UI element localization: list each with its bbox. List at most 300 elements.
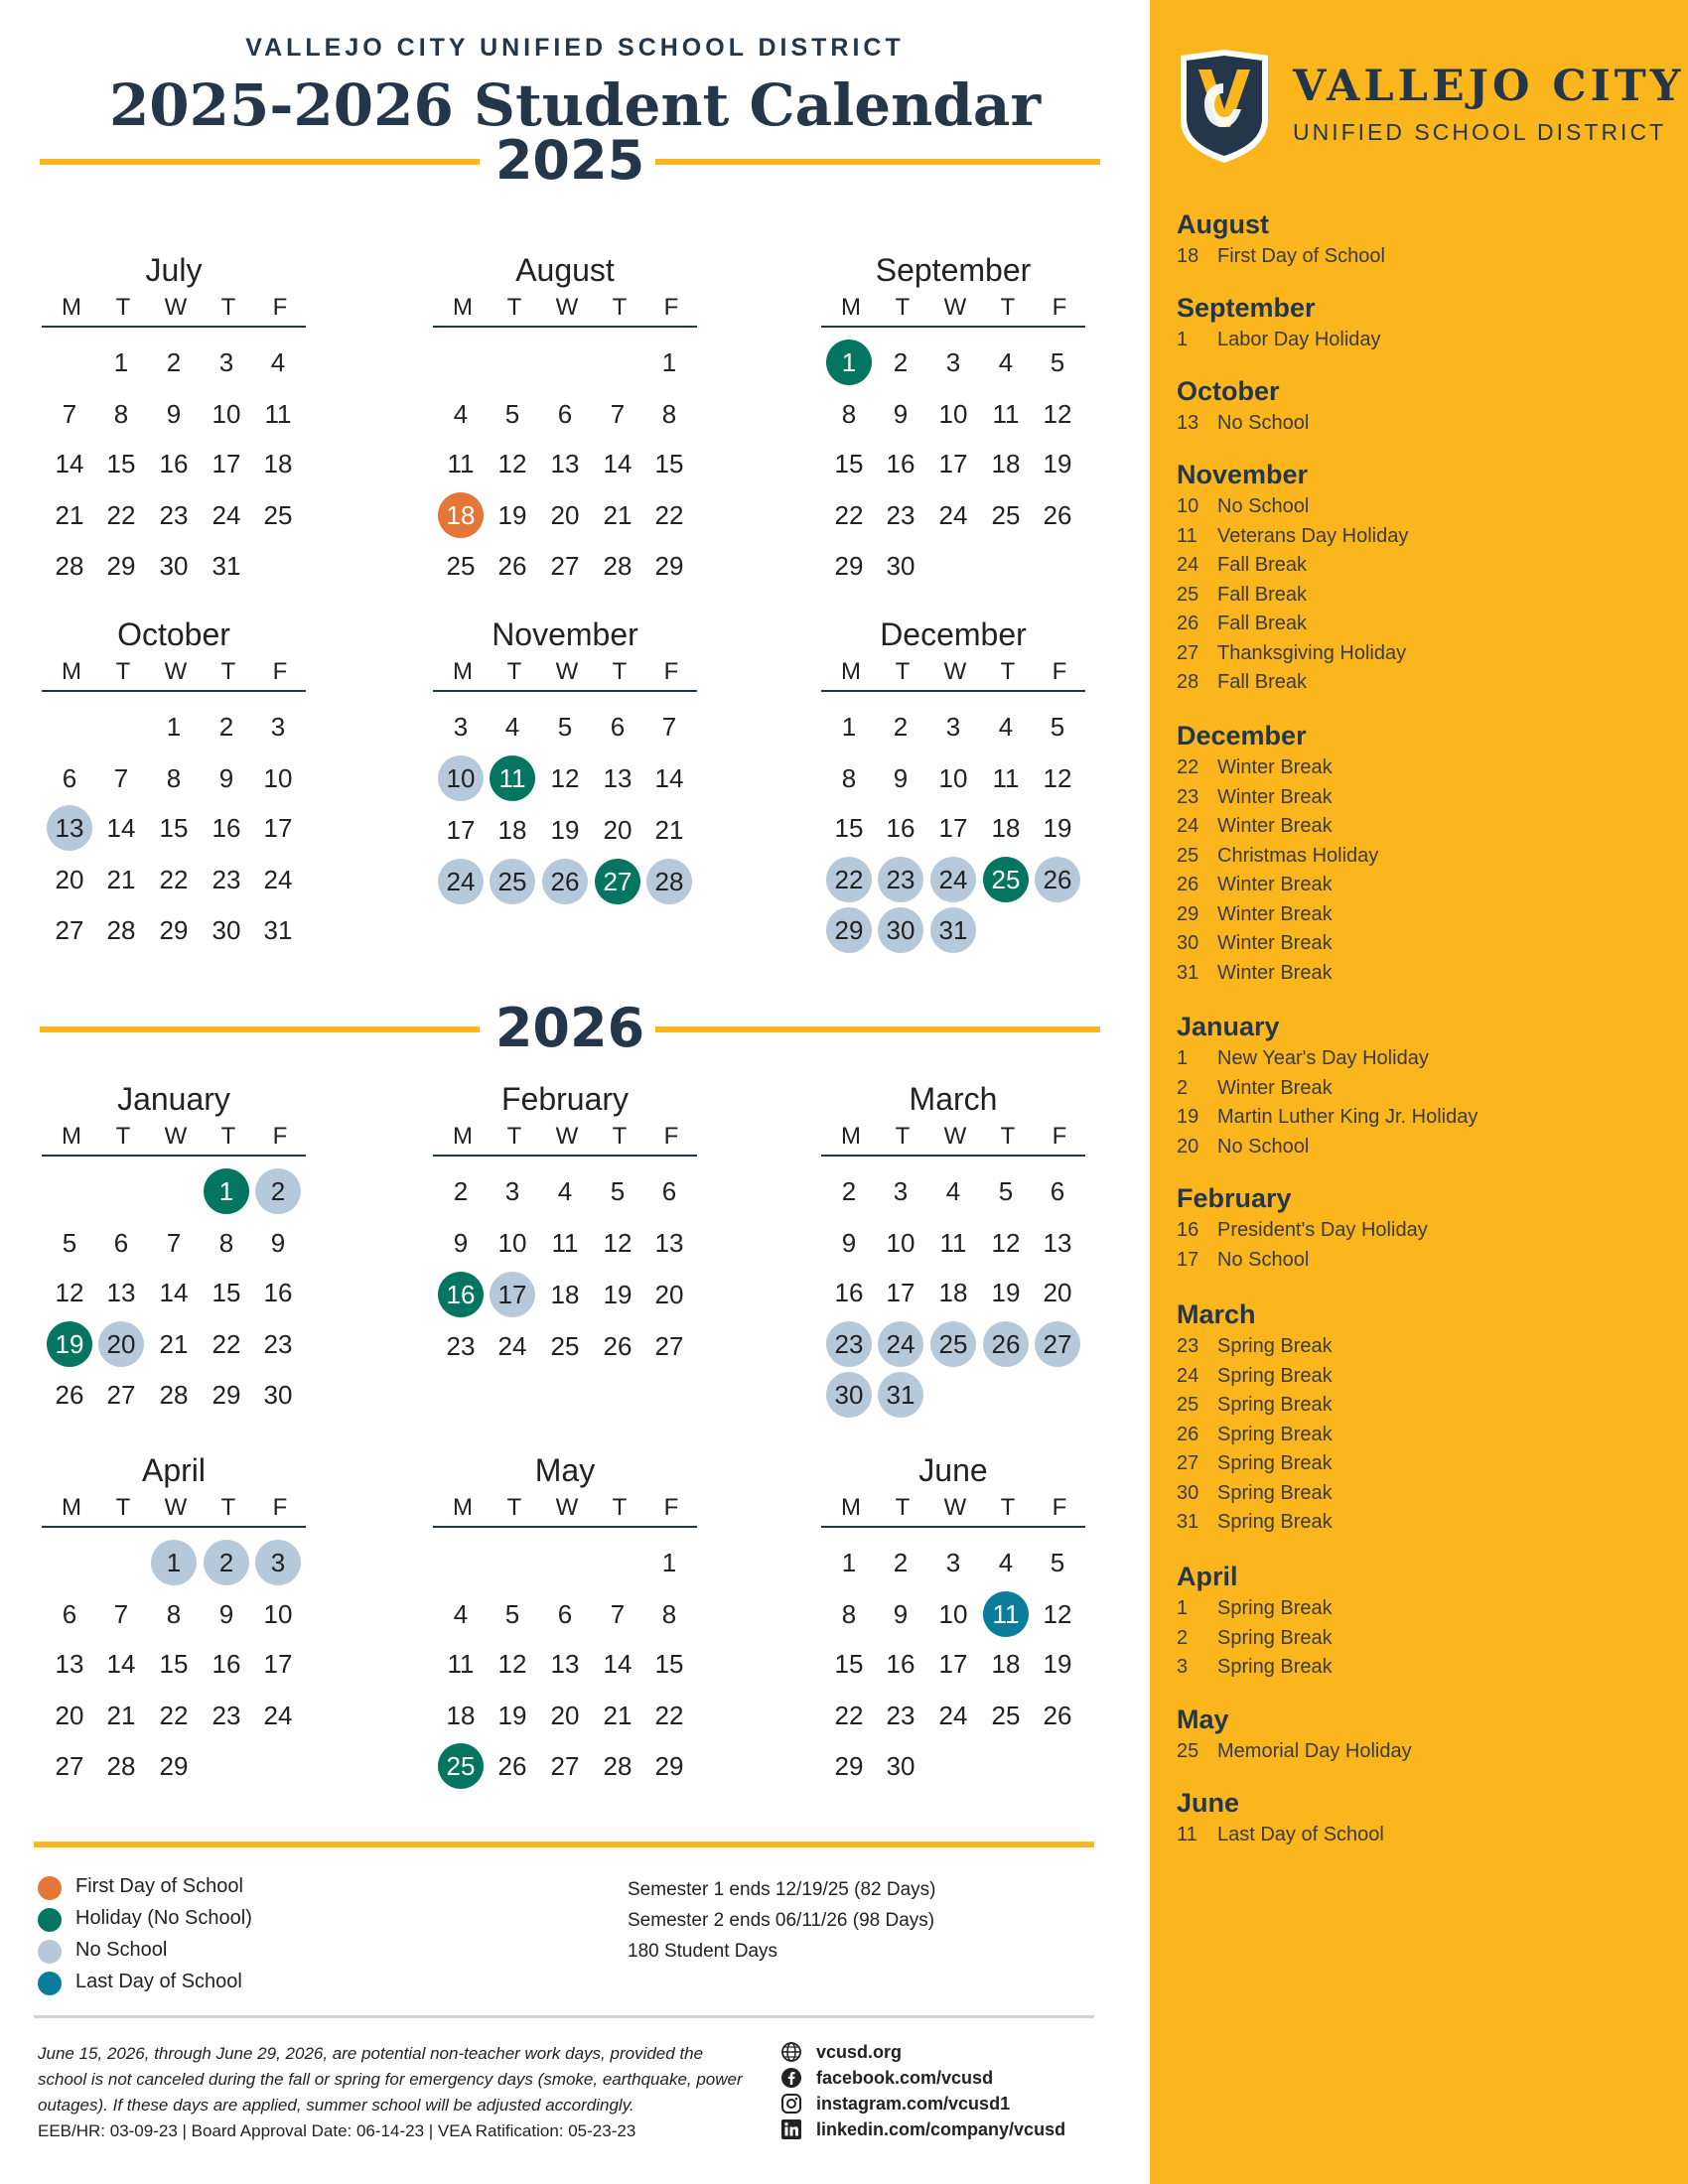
sidebar-month-heading: December xyxy=(1177,721,1307,751)
weekday-label: M xyxy=(453,658,473,685)
day-cell: 12 xyxy=(497,1649,527,1679)
day-cell: 25 xyxy=(983,857,1029,902)
website-link[interactable] xyxy=(780,2039,1065,2065)
sidebar-event xyxy=(1177,1594,1333,1624)
sidebar-event xyxy=(1177,1216,1428,1246)
day-cell: 15 xyxy=(106,449,136,478)
sidebar-month-heading: January xyxy=(1177,1012,1280,1041)
event-label: Winter Break xyxy=(1217,902,1333,925)
day-cell: 21 xyxy=(55,500,84,530)
day-cell: 3 xyxy=(255,1540,301,1585)
day-cell: 1 xyxy=(826,340,872,385)
sidebar-month-september xyxy=(1177,290,1381,355)
year-label: 2025 xyxy=(494,129,645,192)
sidebar-event xyxy=(1177,326,1381,355)
day-cell: 13 xyxy=(603,763,633,793)
event-day: 13 xyxy=(1177,412,1199,434)
weekday-label: T xyxy=(1000,658,1016,685)
event-day: 20 xyxy=(1177,1135,1199,1158)
day-cell: 1 xyxy=(661,1548,677,1577)
weekday-label: T xyxy=(612,294,628,321)
day-cell: 28 xyxy=(646,859,692,904)
weekday-label: M xyxy=(62,658,81,685)
day-cell: 23 xyxy=(446,1331,476,1361)
weekday-header xyxy=(821,290,1085,328)
event-day: 18 xyxy=(1177,245,1199,267)
day-cell: 19 xyxy=(497,500,527,530)
day-cell: 12 xyxy=(1043,399,1072,429)
weekday-label: W xyxy=(943,658,967,685)
month-february xyxy=(431,1079,699,1375)
day-cell: 16 xyxy=(886,449,915,478)
day-cell: 11 xyxy=(992,399,1020,429)
sidebar-event xyxy=(1177,1624,1333,1654)
sidebar-month-heading: June xyxy=(1177,1788,1240,1818)
day-cell: 29 xyxy=(159,915,189,945)
event-label: Spring Break xyxy=(1217,1597,1333,1619)
month-april xyxy=(40,1450,308,1794)
day-cell: 26 xyxy=(1043,500,1072,530)
footnote-text: June 15, 2026, through June 29, 2026, are potential non-teacher work days, provided the school is not canceled during the fall or spring for emergency days (smoke, earthquake, power outages). If these days are applied, summer school will be adjusted accordingly. xyxy=(38,2044,743,2115)
legend-label: No School xyxy=(75,1939,168,1961)
weekday-label: T xyxy=(895,658,911,685)
day-cell: 26 xyxy=(983,1321,1029,1367)
weekday-label: W xyxy=(943,294,967,321)
legend-label: First Day of School xyxy=(75,1875,243,1897)
sidebar-month-heading: April xyxy=(1177,1562,1238,1591)
day-cell: 17 xyxy=(211,449,241,478)
weekday-label: F xyxy=(1052,658,1067,685)
day-cell: 6 xyxy=(62,1599,77,1629)
day-cell: 27 xyxy=(55,1751,84,1781)
day-cell: 11 xyxy=(490,755,535,801)
month-days xyxy=(819,1168,1087,1423)
day-cell: 20 xyxy=(654,1280,684,1309)
month-days xyxy=(431,340,699,594)
event-day: 11 xyxy=(1177,1824,1197,1845)
day-cell: 26 xyxy=(603,1331,633,1361)
sidebar-event xyxy=(1177,959,1378,989)
weekday-label: T xyxy=(506,294,522,321)
month-days xyxy=(40,340,308,594)
weekday-label: T xyxy=(220,1494,236,1521)
day-cell: 14 xyxy=(603,449,633,478)
sidebar-event xyxy=(1177,639,1408,669)
event-label: Winter Break xyxy=(1217,1076,1333,1099)
month-days xyxy=(431,704,699,910)
day-cell: 1 xyxy=(661,347,677,377)
day-cell: 9 xyxy=(270,1228,286,1258)
sidebar-month-heading: May xyxy=(1177,1705,1229,1734)
instagram-link[interactable] xyxy=(780,2091,1065,2116)
sidebar-event xyxy=(1177,900,1378,930)
sidebar-event xyxy=(1177,1737,1412,1767)
day-cell: 17 xyxy=(938,1649,968,1679)
day-cell: 19 xyxy=(1043,1649,1072,1679)
weekday-header xyxy=(821,654,1085,692)
weekday-header xyxy=(433,290,697,328)
month-june xyxy=(819,1450,1087,1794)
weekday-label: T xyxy=(506,658,522,685)
day-cell: 16 xyxy=(886,813,915,843)
day-cell: 12 xyxy=(550,763,580,793)
day-cell: 7 xyxy=(661,712,677,742)
sidebar-month-heading: September xyxy=(1177,293,1316,323)
district-name: VALLEJO CITY UNIFIED SCHOOL DISTRICT xyxy=(245,34,905,62)
day-cell: 17 xyxy=(263,813,293,843)
day-cell: 20 xyxy=(55,1701,84,1730)
event-day: 11 xyxy=(1177,524,1197,547)
day-cell: 24 xyxy=(263,1701,293,1730)
event-label: Spring Break xyxy=(1217,1335,1333,1357)
day-cell: 3 xyxy=(945,347,961,377)
day-cell: 2 xyxy=(893,347,909,377)
month-name: February xyxy=(500,1081,630,1117)
sidebar-event xyxy=(1177,1103,1477,1133)
month-november xyxy=(431,614,699,910)
day-cell: 3 xyxy=(270,712,286,742)
event-day: 24 xyxy=(1177,554,1199,576)
day-cell: 13 xyxy=(1043,1228,1072,1258)
sidebar-event xyxy=(1177,783,1378,813)
day-cell: 27 xyxy=(550,551,580,581)
day-cell: 25 xyxy=(490,859,535,904)
month-name: July xyxy=(145,252,203,288)
day-cell: 8 xyxy=(661,399,677,429)
day-cell: 11 xyxy=(447,1649,475,1679)
sidebar-month-march xyxy=(1177,1297,1333,1538)
day-cell: 6 xyxy=(661,1176,677,1206)
weekday-label: W xyxy=(555,1123,579,1150)
weekday-label: F xyxy=(272,658,288,685)
day-cell: 14 xyxy=(55,449,84,478)
day-cell: 5 xyxy=(998,1176,1014,1206)
weekday-header xyxy=(433,1490,697,1528)
year-header-2025 xyxy=(40,131,1100,191)
day-cell: 31 xyxy=(211,551,241,581)
day-cell: 4 xyxy=(504,712,520,742)
day-cell: 22 xyxy=(826,857,872,902)
day-cell: 27 xyxy=(654,1331,684,1361)
weekday-label: F xyxy=(1052,1494,1067,1521)
day-cell: 24 xyxy=(497,1331,527,1361)
month-name: January xyxy=(117,1081,230,1117)
day-cell: 15 xyxy=(211,1278,241,1307)
day-cell: 25 xyxy=(446,551,476,581)
day-cell: 29 xyxy=(654,1751,684,1781)
day-cell: 6 xyxy=(610,712,626,742)
day-cell: 29 xyxy=(826,907,872,953)
weekday-label: M xyxy=(453,1123,473,1150)
day-cell: 5 xyxy=(504,1599,520,1629)
day-cell: 9 xyxy=(218,763,234,793)
day-cell: 7 xyxy=(610,399,626,429)
day-cell: 22 xyxy=(211,1329,241,1359)
sidebar-event xyxy=(1177,1508,1333,1538)
month-name: November xyxy=(492,616,638,652)
event-day: 27 xyxy=(1177,641,1199,664)
day-cell: 28 xyxy=(159,1380,189,1410)
year-header-2026 xyxy=(40,999,1100,1058)
day-cell: 14 xyxy=(106,813,136,843)
day-cell: 18 xyxy=(991,449,1021,478)
event-day: 26 xyxy=(1177,874,1199,895)
day-cell: 10 xyxy=(886,1228,915,1258)
day-cell: 30 xyxy=(878,907,923,953)
day-cell: 2 xyxy=(841,1176,857,1206)
facebook-link-text: facebook.com/vcusd xyxy=(816,2068,994,2088)
weekday-header xyxy=(42,1119,306,1157)
day-cell: 22 xyxy=(159,1701,189,1730)
day-cell: 5 xyxy=(557,712,573,742)
event-day: 25 xyxy=(1177,1740,1199,1762)
day-cell: 18 xyxy=(497,815,527,845)
day-cell: 26 xyxy=(1043,1701,1072,1730)
day-cell: 16 xyxy=(159,449,189,478)
day-cell: 11 xyxy=(264,399,292,429)
sidebar-event xyxy=(1177,929,1378,959)
event-label: Spring Break xyxy=(1217,1364,1333,1387)
weekday-label: M xyxy=(62,1494,81,1521)
day-cell: 20 xyxy=(98,1321,144,1367)
legend xyxy=(38,1870,252,1997)
month-may xyxy=(431,1450,699,1794)
day-cell: 17 xyxy=(490,1272,535,1317)
weekday-label: W xyxy=(555,658,579,685)
event-day: 3 xyxy=(1177,1656,1189,1678)
weekday-label: T xyxy=(895,1494,911,1521)
month-days xyxy=(40,1168,308,1423)
day-cell: 4 xyxy=(270,347,286,377)
semester-line: 180 Student Days xyxy=(628,1941,778,1962)
day-cell: 16 xyxy=(438,1272,484,1317)
linkedin-icon xyxy=(780,2118,802,2140)
legend-item xyxy=(38,1870,252,1902)
day-cell: 30 xyxy=(886,1751,915,1781)
weekday-label: W xyxy=(164,1494,188,1521)
day-cell: 27 xyxy=(550,1751,580,1781)
day-cell: 24 xyxy=(938,1701,968,1730)
event-day: 22 xyxy=(1177,756,1199,778)
sidebar-event xyxy=(1177,668,1408,698)
day-cell: 27 xyxy=(595,859,640,904)
day-cell: 19 xyxy=(991,1278,1021,1307)
day-cell: 16 xyxy=(211,813,241,843)
sidebar-event xyxy=(1177,1421,1333,1450)
day-cell: 18 xyxy=(991,1649,1021,1679)
month-days xyxy=(819,704,1087,958)
day-cell: 15 xyxy=(834,449,864,478)
day-cell: 31 xyxy=(878,1372,923,1418)
day-cell: 18 xyxy=(938,1278,968,1307)
day-cell: 15 xyxy=(834,1649,864,1679)
day-cell: 3 xyxy=(218,347,234,377)
weekday-label: W xyxy=(555,1494,579,1521)
event-label: Spring Break xyxy=(1217,1626,1333,1649)
day-cell: 25 xyxy=(438,1743,484,1789)
month-name: June xyxy=(918,1452,988,1488)
month-name: September xyxy=(875,252,1032,288)
day-cell: 16 xyxy=(263,1278,293,1307)
day-cell: 10 xyxy=(211,399,241,429)
event-label: Winter Break xyxy=(1217,756,1333,778)
day-cell: 12 xyxy=(1043,763,1072,793)
day-cell: 3 xyxy=(893,1176,909,1206)
event-day: 25 xyxy=(1177,583,1199,606)
event-label: Memorial Day Holiday xyxy=(1217,1740,1412,1762)
event-day: 2 xyxy=(1177,1076,1189,1099)
weekday-label: T xyxy=(1000,1494,1016,1521)
day-cell: 30 xyxy=(211,915,241,945)
event-day: 16 xyxy=(1177,1219,1199,1241)
month-name: August xyxy=(515,252,615,288)
day-cell: 2 xyxy=(255,1168,301,1214)
event-day: 2 xyxy=(1177,1626,1189,1649)
weekday-label: T xyxy=(612,1123,628,1150)
sidebar-event xyxy=(1177,1653,1333,1683)
legend-swatch xyxy=(38,1940,62,1964)
legend-item xyxy=(38,1902,252,1934)
weekday-label: M xyxy=(453,294,473,321)
event-label: Fall Break xyxy=(1217,554,1308,576)
day-cell: 26 xyxy=(497,1751,527,1781)
day-cell: 12 xyxy=(497,449,527,478)
day-cell: 14 xyxy=(106,1649,136,1679)
month-july xyxy=(40,250,308,594)
event-day: 17 xyxy=(1177,1248,1199,1271)
day-cell: 1 xyxy=(204,1168,249,1214)
day-cell: 23 xyxy=(211,865,241,894)
event-label: Winter Break xyxy=(1217,874,1333,895)
weekday-label: T xyxy=(612,658,628,685)
day-cell: 4 xyxy=(998,1548,1014,1577)
day-cell: 12 xyxy=(1043,1599,1072,1629)
event-day: 30 xyxy=(1177,1481,1199,1504)
day-cell: 7 xyxy=(113,763,129,793)
linkedin-link[interactable] xyxy=(780,2116,1065,2142)
weekday-label: F xyxy=(1052,294,1067,321)
day-cell: 9 xyxy=(893,399,909,429)
weekday-label: T xyxy=(115,1123,131,1150)
weekday-header xyxy=(433,654,697,692)
weekday-label: T xyxy=(115,658,131,685)
day-cell: 12 xyxy=(991,1228,1021,1258)
sidebar-event xyxy=(1177,1044,1477,1074)
sidebar-event xyxy=(1177,1449,1333,1479)
day-cell: 4 xyxy=(453,399,469,429)
day-cell: 10 xyxy=(263,763,293,793)
sidebar-event xyxy=(1177,1133,1477,1162)
website-link-text: vcusd.org xyxy=(816,2042,903,2062)
day-cell: 23 xyxy=(263,1329,293,1359)
day-cell: 23 xyxy=(211,1701,241,1730)
event-label: Spring Break xyxy=(1217,1511,1333,1533)
sidebar-month-april xyxy=(1177,1559,1333,1683)
day-cell: 22 xyxy=(654,500,684,530)
day-cell: 5 xyxy=(610,1176,626,1206)
day-cell: 22 xyxy=(159,865,189,894)
day-cell: 17 xyxy=(886,1278,915,1307)
month-march xyxy=(819,1079,1087,1423)
day-cell: 30 xyxy=(886,551,915,581)
day-cell: 1 xyxy=(166,712,182,742)
day-cell: 22 xyxy=(654,1701,684,1730)
event-label: Winter Break xyxy=(1217,961,1333,984)
event-day: 26 xyxy=(1177,1423,1199,1445)
sidebar-event xyxy=(1177,610,1408,639)
facebook-link[interactable] xyxy=(780,2065,1065,2091)
weekday-label: F xyxy=(272,1494,288,1521)
event-day: 19 xyxy=(1177,1106,1199,1128)
event-day: 23 xyxy=(1177,1335,1199,1357)
day-cell: 18 xyxy=(991,813,1021,843)
brand-name: VALLEJO CITY xyxy=(1293,62,1685,111)
weekday-label: T xyxy=(115,1494,131,1521)
weekday-header xyxy=(821,1119,1085,1157)
weekday-label: M xyxy=(841,294,861,321)
legend-divider xyxy=(34,1842,1094,1847)
weekday-header xyxy=(42,1490,306,1528)
day-cell: 28 xyxy=(106,915,136,945)
day-cell: 23 xyxy=(826,1321,872,1367)
event-label: Veterans Day Holiday xyxy=(1217,524,1409,547)
weekday-label: T xyxy=(506,1123,522,1150)
day-cell: 20 xyxy=(550,500,580,530)
semester-info xyxy=(628,1874,936,1967)
event-day: 10 xyxy=(1177,495,1199,517)
weekday-label: T xyxy=(506,1494,522,1521)
day-cell: 27 xyxy=(106,1380,136,1410)
day-cell: 5 xyxy=(1050,1548,1065,1577)
linkedin-link-text: linkedin.com/company/vcusd xyxy=(816,2119,1066,2139)
weekday-label: T xyxy=(612,1494,628,1521)
day-cell: 24 xyxy=(878,1321,923,1367)
day-cell: 18 xyxy=(438,492,484,538)
event-label: Thanksgiving Holiday xyxy=(1217,641,1407,664)
day-cell: 22 xyxy=(834,1701,864,1730)
day-cell: 20 xyxy=(1043,1278,1072,1307)
day-cell: 15 xyxy=(654,449,684,478)
weekday-header xyxy=(433,1119,697,1157)
day-cell: 25 xyxy=(263,500,293,530)
weekday-label: T xyxy=(895,1123,911,1150)
weekday-header xyxy=(821,1490,1085,1528)
month-january xyxy=(40,1079,308,1423)
event-label: Martin Luther King Jr. Holiday xyxy=(1217,1106,1478,1128)
day-cell: 13 xyxy=(106,1278,136,1307)
weekday-header xyxy=(42,654,306,692)
day-cell: 4 xyxy=(998,712,1014,742)
event-day: 1 xyxy=(1177,329,1189,350)
day-cell: 9 xyxy=(841,1228,857,1258)
event-label: New Year's Day Holiday xyxy=(1217,1047,1429,1069)
sidebar-month-heading: October xyxy=(1177,376,1280,406)
day-cell: 15 xyxy=(654,1649,684,1679)
event-day: 25 xyxy=(1177,1394,1199,1416)
day-cell: 25 xyxy=(991,1701,1021,1730)
day-cell: 8 xyxy=(841,763,857,793)
day-cell: 16 xyxy=(834,1278,864,1307)
event-label: Labor Day Holiday xyxy=(1217,329,1381,350)
sidebar-month-august xyxy=(1177,206,1385,272)
sidebar-event xyxy=(1177,812,1378,842)
day-cell: 28 xyxy=(55,551,84,581)
day-cell: 13 xyxy=(550,1649,580,1679)
month-september xyxy=(819,250,1087,594)
event-label: Spring Break xyxy=(1217,1423,1333,1445)
event-label: Winter Break xyxy=(1217,932,1333,954)
brand-subtitle: UNIFIED SCHOOL DISTRICT xyxy=(1293,119,1667,145)
